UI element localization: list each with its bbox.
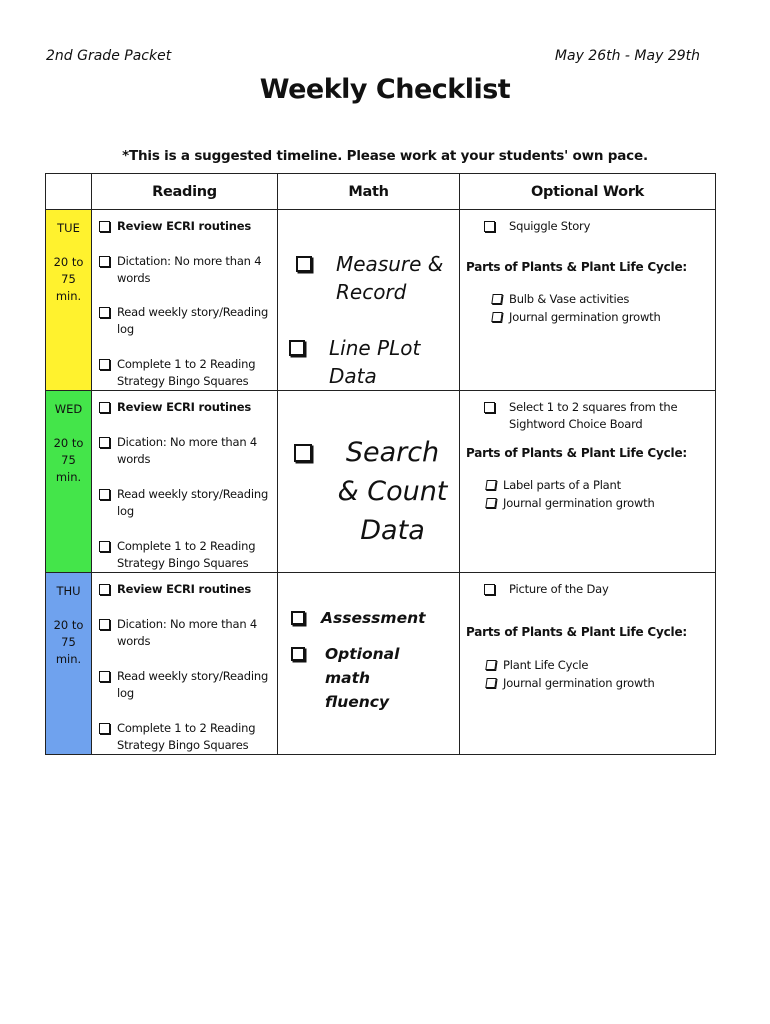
math-cell-tue [278,210,460,391]
list-item [460,308,715,326]
checkbox-icon[interactable] [491,294,502,304]
item-label: Dictation: No more than 4 words [117,254,262,285]
optional-cell-wed [460,391,716,573]
checkbox-icon[interactable] [99,489,110,500]
reading-column-header: Reading [92,174,278,210]
time-line: min. [55,652,82,666]
checkbox-icon[interactable] [289,340,305,356]
checkbox-icon[interactable] [291,611,305,625]
item-label: Read weekly story/Reading log [117,669,269,700]
checkbox-icon[interactable] [99,584,110,595]
timeline-note: *This is a suggested timeline. Please work at your students' own pace. [122,148,648,164]
day-cell-tue [46,210,92,391]
checkbox-icon[interactable] [484,221,495,232]
optional-cell-tue [460,210,716,391]
checkbox-icon[interactable] [294,444,312,462]
checkbox-icon[interactable] [99,256,110,267]
item-label: Journal germination growth [503,676,655,690]
item-label: Picture of the Day [509,582,609,596]
optional-work-column-header: Optional Work [460,174,716,210]
list-item [92,616,277,650]
checkbox-icon[interactable] [485,660,496,670]
math-item [278,573,459,629]
checkbox-icon[interactable] [99,437,110,448]
item-label: Dication: No more than 4 words [117,617,258,648]
list-item [460,290,715,308]
item-label: Read weekly story/Reading log [117,487,269,518]
list-item [460,581,715,598]
time-line: 75 [61,635,76,649]
item-label: Review ECRI routines [117,400,251,414]
time-line: 20 to [53,255,84,269]
checkbox-icon[interactable] [99,541,110,552]
item-label: Review ECRI routines [117,219,251,233]
item-label: Journal germination growth [509,310,661,324]
checkbox-icon[interactable] [485,678,496,688]
math-item [278,391,459,550]
item-label: Line PLot Data [329,336,421,388]
list-item [92,538,277,572]
checkbox-icon[interactable] [485,498,496,508]
checkbox-icon[interactable] [485,480,496,490]
list-item [92,218,277,235]
item-label: Squiggle Story [509,219,591,233]
checkbox-icon[interactable] [99,723,110,734]
item-label: Complete 1 to 2 Reading Strategy Bingo Squares [117,357,256,388]
day-label: WED [54,402,83,416]
reading-cell-tue [92,210,278,391]
checkbox-icon[interactable] [291,647,305,661]
checkbox-icon[interactable] [296,256,312,272]
math-column-header: Math [278,174,460,210]
list-item [92,720,277,754]
list-item [460,674,715,692]
item-label: Assessment [321,609,426,627]
math-cell-wed [278,391,460,573]
item-label: Complete 1 to 2 Reading Strategy Bingo Squares [117,539,256,570]
table-row-tue [46,210,716,391]
list-item [460,494,715,512]
item-label: Select 1 to 2 squares from the Sightword Choice Board [509,400,678,431]
checkbox-icon[interactable] [484,584,495,595]
item-label: Measure & Record [336,252,444,304]
day-cell-wed [46,391,92,573]
list-item [92,304,277,338]
list-item [460,656,715,674]
list-item [460,476,715,494]
item-label: Search & Count Data [337,437,448,546]
math-item [278,210,459,306]
checkbox-icon[interactable] [491,312,502,322]
list-item [92,486,277,520]
time-line: 20 to [53,618,84,632]
list-item [92,434,277,468]
date-range: May 26th - May 29th [554,48,700,64]
section-subhead: Parts of Plants & Plant Life Cycle: [466,260,687,274]
math-cell-thu [278,573,460,755]
list-item [460,399,715,433]
list-item [92,356,277,390]
time-line: min. [55,470,82,484]
item-label: Plant Life Cycle [503,658,589,672]
item-label: Read weekly story/Reading log [117,305,269,336]
page-title: Weekly Checklist [259,74,511,105]
math-item [278,306,459,390]
day-label: TUE [57,221,80,235]
checkbox-icon[interactable] [99,671,110,682]
list-item [92,399,277,416]
table-header-row [46,174,716,210]
list-item [460,218,715,235]
time-line: 75 [61,272,76,286]
checkbox-icon[interactable] [99,221,110,232]
checkbox-icon[interactable] [99,359,110,370]
day-cell-thu [46,573,92,755]
item-label: Journal germination growth [503,496,655,510]
packet-label: 2nd Grade Packet [46,48,172,64]
item-label: Review ECRI routines [117,582,251,596]
checkbox-icon[interactable] [99,619,110,630]
list-item [92,253,277,287]
list-item [92,581,277,598]
checkbox-icon[interactable] [99,402,110,413]
checkbox-icon[interactable] [99,307,110,318]
table-row-thu [46,573,716,755]
time-line: 20 to [53,436,84,450]
list-item [92,668,277,702]
time-line: 75 [61,453,76,467]
section-subhead: Parts of Plants & Plant Life Cycle: [466,625,687,639]
reading-cell-thu [92,573,278,755]
weekly-checklist-table [45,173,716,755]
section-subhead: Parts of Plants & Plant Life Cycle: [466,446,687,460]
table-row-wed [46,391,716,573]
item-label: Dication: No more than 4 words [117,435,258,466]
optional-cell-thu [460,573,716,755]
reading-cell-wed [92,391,278,573]
item-label: Complete 1 to 2 Reading Strategy Bingo Squares [117,721,256,752]
day-label: THU [56,584,81,598]
day-column-header [46,174,92,210]
item-label: Bulb & Vase activities [509,292,630,306]
time-line: min. [55,289,82,303]
math-item [278,629,459,714]
item-label: Optional math fluency [325,645,400,711]
item-label: Label parts of a Plant [503,478,621,492]
checkbox-icon[interactable] [484,402,495,413]
